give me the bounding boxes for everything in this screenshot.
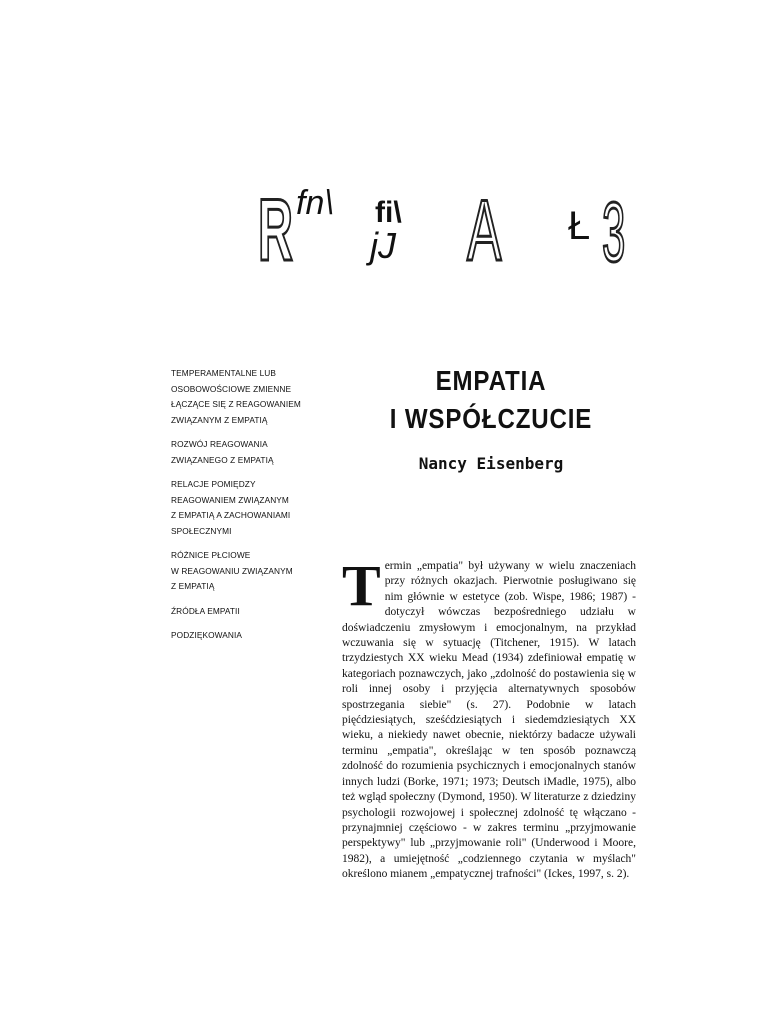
toc-item bbox=[171, 477, 321, 539]
toc-line: ZWIĄZANEGO Z EMPATIĄ bbox=[171, 454, 274, 465]
header-glyph-fn: fn\ bbox=[296, 184, 334, 222]
toc-line: Z EMPATIĄ A ZACHOWANIAMI bbox=[171, 510, 291, 520]
header-glyph-a: A bbox=[467, 183, 502, 279]
chapter-title-line-1: EMPATIA bbox=[435, 365, 547, 396]
header-glyph-jj: jJ bbox=[370, 225, 396, 266]
toc-line: OSOBOWOŚCIOWE ZMIENNE bbox=[171, 383, 292, 394]
toc-item bbox=[171, 366, 321, 428]
body-paragraph bbox=[342, 553, 637, 883]
toc-line: ŹRÓDŁA EMPATII bbox=[171, 605, 240, 616]
toc-line: PODZIĘKOWANIA bbox=[171, 630, 243, 640]
drop-cap: T bbox=[342, 553, 381, 618]
toc-line: Z EMPATIĄ bbox=[171, 581, 215, 591]
chapter-header-graphic bbox=[0, 0, 768, 300]
toc-line: W REAGOWANIU ZWIĄZANYM bbox=[171, 565, 293, 576]
toc-item bbox=[171, 604, 321, 620]
toc-line: RÓŻNICE PŁCIOWE bbox=[171, 550, 251, 560]
toc-line: RELACJE POMIĘDZY bbox=[171, 479, 256, 489]
header-glyph-fi: fi\ bbox=[375, 196, 402, 229]
chapter-title-line-2: I WSPÓŁCZUCIE bbox=[389, 403, 593, 434]
chapter-author: Nancy Eisenberg bbox=[418, 454, 564, 473]
header-glyph-l: Ł bbox=[568, 204, 591, 248]
chapter-title-block bbox=[330, 362, 652, 473]
toc-line: ZWIĄZANYM Z EMPATIĄ bbox=[171, 414, 268, 425]
toc-item bbox=[171, 437, 321, 468]
toc-line: ROZWÓJ REAGOWANIA bbox=[171, 439, 268, 449]
toc-item bbox=[171, 628, 321, 644]
toc-item bbox=[171, 548, 321, 595]
toc-line: TEMPERAMENTALNE LUB bbox=[171, 368, 277, 378]
body-paragraph-text: ermin „empatia" był używany w wielu znaczeniach przy różnych okazjach. Pierwotnie posługiwano się nim głównie w estetyce (zob. Wispe, 1986; 1987) - dotyczył wówczas bezpośredniego udziału w doświadczeniu zmysłowym i emocjonalnym, na przykład wczuwania się w sytuację (Titchener, 1915). W latach trzydziestych XX wieku Mead (1934) zdefiniował empatię w kategoriach poznawczych, jako „zdolność do postawienia się w roli innej osoby i przyjęcia alternatywnych sposobów spostrzegania siebie" (s. 27). Podobnie w latach pięćdziesiątych, sześćdziesiątych i siedemdziesiątych XX wieku, a niekiedy nawet obecnie, niektórzy badacze używali terminu „empatia", określając w ten sposób poznawczą zdolność do rozumienia psychicznych i emocjonalnych stanów innych ludzi (Borke, 1971; 1973; Deutsch iMadle, 1975), albo też wgląd społeczny (Dymond, 1950). W literaturze z dziedziny psychologii rozwojowej i społecznej zdolność tę włączano - przynajmniej częściowo - w zakres terminu „przyjmowanie perspektywy" lub „przyjmowanie roli" (Underwood i Moore, 1982), a umiejętność „codziennego czytania w myślach" określono mianem „empatycznej trafności" (Ickes, 1997, s. 2). bbox=[342, 560, 637, 881]
toc-line: SPOŁECZNYMI bbox=[171, 525, 232, 536]
chapter-contents-list bbox=[171, 366, 321, 653]
header-glyph-3: 3 bbox=[602, 185, 626, 279]
header-glyph-r: R bbox=[258, 180, 293, 279]
toc-line: REAGOWANIEM ZWIĄZANYM bbox=[171, 494, 289, 505]
toc-line: ŁĄCZĄCE SIĘ Z REAGOWANIEM bbox=[171, 399, 301, 409]
